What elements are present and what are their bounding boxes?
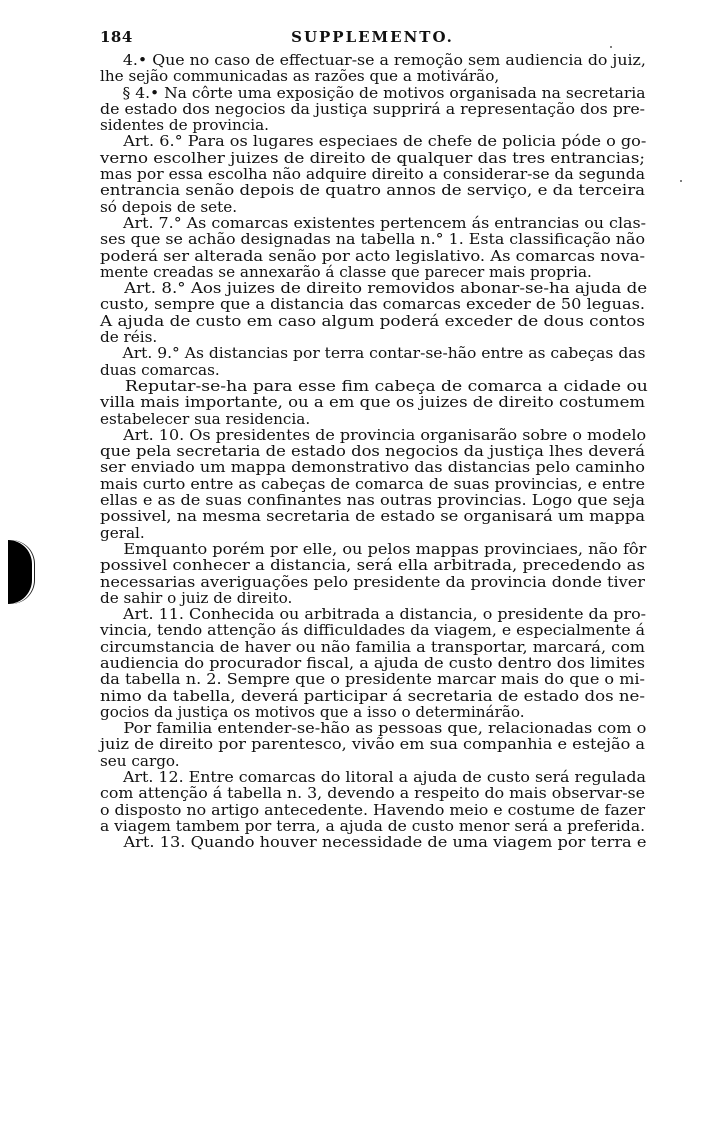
text-line: estabelecer sua residencia.: [100, 409, 311, 428]
text-line: ellas e as de suas confinantes nas outras provincias. Logo que seja: [100, 491, 645, 510]
text-line: Art. 9.° As distancias por terra contar-se-hão entre as cabeças das: [122, 344, 646, 363]
text-line: o disposto no artigo antecedente. Havendo meio e costume de fazer: [100, 800, 645, 819]
text-line: vincia, tendo attenção ás difficuldades da viagem, e especialmente á: [100, 621, 645, 640]
text-line: só depois de sete.: [100, 197, 238, 216]
text-line: que pela secretaria de estado dos negocios da justiça lhes deverá: [100, 442, 645, 461]
text-line: juiz de direito por parentesco, vivão em sua companhia e estejão a: [100, 735, 645, 754]
text-line: de estado dos negocios da justiça supprirá a representação dos pre-: [100, 99, 645, 118]
binding-shadow-mark: [8, 540, 32, 604]
text-line: possivel conhecer a distancia, será ella arbitrada, precedendo as: [100, 556, 645, 575]
text-line: possivel, na mesma secretaria de estado se organisará um mappa: [100, 507, 645, 526]
body-text: [100, 51, 648, 852]
text-line: gocios da justiça os motivos que a isso o determinárão.: [100, 702, 525, 721]
text-line: Emquanto porém por elle, ou pelos mappas provinciaes, não fôr: [123, 539, 647, 558]
text-line: ser enviado um mappa demonstrativo das distancias pelo caminho: [100, 458, 645, 477]
text-line: custo, sempre que a distancia das comarcas exceder de 50 leguas.: [100, 295, 645, 314]
text-line: Art. 13. Quando houver necessidade de uma viagem por terra e: [123, 833, 647, 852]
text-line: Reputar-se-ha para esse fim cabeça de comarca a cidade ou: [124, 376, 648, 395]
text-line: ses que se achão designadas na tabella n.° 1. Esta classificação não: [100, 230, 645, 249]
text-line: audiencia do procurador fiscal, a ajuda de custo dentro dos limites: [100, 653, 645, 672]
text-line: Art. 6.° Para os lugares especiaes de chefe de policia póde o go-: [123, 132, 647, 151]
text-line: mente creadas se annexarão á classe que parecer mais propria.: [100, 262, 592, 281]
text-line: de sahir o juiz de direito.: [100, 588, 293, 607]
text-line: A ajuda de custo em caso algum poderá exceder de dous contos: [100, 311, 645, 330]
text-line: poderá ser alterada senão por acto legislativo. As comarcas nova-: [100, 246, 645, 265]
running-title: SUPPLEMENTO.: [291, 28, 454, 46]
text-line: villa mais importante, ou a em que os juizes de direito costumem: [100, 393, 645, 412]
text-line: duas comarcas.: [100, 360, 220, 379]
page-number: 184: [100, 28, 133, 46]
text-line: Art. 8.° Aos juizes de direito removidos abonar-se-ha ajuda de: [124, 279, 648, 298]
text-line: Por familia entender-se-hão as pessoas que, relacionadas com o: [123, 719, 647, 738]
text-line: necessarias averiguações pelo presidente da provincia donde tiver: [100, 572, 645, 591]
text-line: a viagem tambem por terra, a ajuda de custo menor será a preferida.: [100, 816, 645, 835]
text-line: Art. 11. Conhecida ou arbitrada a distancia, o presidente da pro-: [123, 605, 647, 624]
text-line: da tabella n. 2. Sempre que o presidente marcar mais do que o mi-: [100, 670, 645, 689]
text-line: com attenção á tabella n. 3, devendo a respeito do mais observar-se: [100, 784, 645, 803]
text-line: de réis.: [100, 328, 158, 347]
text-line: circumstancia de haver ou não familia a transportar, marcará, com: [100, 637, 645, 656]
text-line: 4.• Que no caso de effectuar-se a remoção sem audiencia do juiz,: [122, 51, 646, 69]
text-line: Art. 12. Entre comarcas do litoral a ajuda de custo será regulada: [122, 768, 646, 787]
text-line: lhe sejão communicadas as razões que a motivárão,: [100, 67, 500, 86]
text-line: geral.: [100, 523, 145, 542]
running-head: [100, 28, 645, 50]
text-line: mas por essa escolha não adquire direito a considerar-se da segunda: [100, 165, 645, 184]
text-line: § 4.• Na côrte uma exposição de motivos organisada na secretaria: [122, 83, 646, 102]
text-line: nimo da tabella, deverá participar á secretaria de estado dos ne-: [100, 686, 645, 705]
text-line: entrancia senão depois de quatro annos de serviço, e da terceira: [100, 181, 645, 200]
text-line: mais curto entre as cabeças de comarca de suas provincias, e entre: [100, 474, 645, 493]
scan-speck: [680, 180, 682, 182]
document-page: [100, 28, 648, 852]
text-line: seu cargo.: [100, 751, 180, 770]
text-line: verno escolher juizes de direito de qualquer das tres entrancias;: [100, 148, 645, 167]
text-line: Art. 7.° As comarcas existentes pertencem ás entrancias ou clas-: [123, 213, 647, 232]
text-line: Art. 10. Os presidentes de provincia organisarão sobre o modelo: [123, 425, 647, 444]
text-line: sidentes de provincia.: [100, 116, 269, 135]
